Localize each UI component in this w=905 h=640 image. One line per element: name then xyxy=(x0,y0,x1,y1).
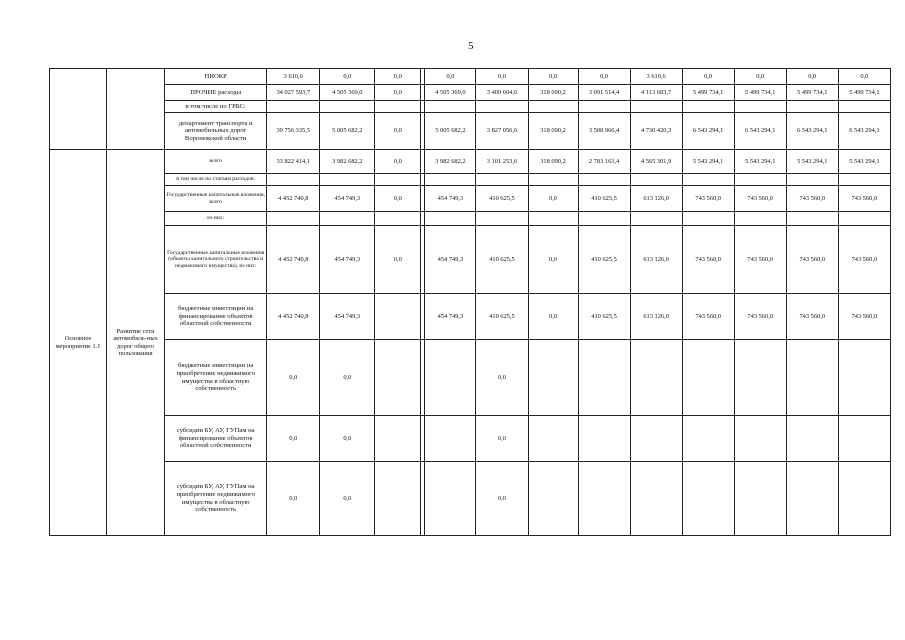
value-cell xyxy=(734,174,786,186)
value-cell: 0,0 xyxy=(267,340,320,416)
value-cell: 410 625,5 xyxy=(476,294,528,340)
value-cell xyxy=(838,101,890,113)
row-label: бюджетные инвестиции на финансирование объектов областной собственности xyxy=(165,294,267,340)
value-cell: 454 749,3 xyxy=(320,186,375,212)
value-cell xyxy=(630,416,682,462)
value-cell: 3 610,6 xyxy=(630,69,682,85)
table-row xyxy=(50,416,891,462)
table-row xyxy=(50,150,891,174)
value-cell: 4 113 683,7 xyxy=(630,85,682,101)
value-cell: 613 126,0 xyxy=(630,186,682,212)
value-cell: 3 827 056,6 xyxy=(476,113,528,150)
value-cell: 743 560,0 xyxy=(838,226,890,294)
value-cell xyxy=(528,340,578,416)
value-cell: 0,0 xyxy=(425,69,476,85)
row-label: департамент транспорта и автомобильных дорог Воронежской области xyxy=(165,113,267,150)
row-label: бюджетные инвестиции на приобретение недвижимого имущества в областную собственность xyxy=(165,340,267,416)
value-cell xyxy=(630,340,682,416)
value-cell xyxy=(375,212,421,226)
value-cell: 3 982 682,2 xyxy=(320,150,375,174)
value-cell: 0,0 xyxy=(375,85,421,101)
value-cell: 3 610,6 xyxy=(267,69,320,85)
value-cell: 454 749,3 xyxy=(425,226,476,294)
value-cell: 743 560,0 xyxy=(682,186,734,212)
value-cell xyxy=(320,174,375,186)
value-cell xyxy=(682,340,734,416)
value-cell xyxy=(630,212,682,226)
value-cell xyxy=(682,462,734,536)
table-row xyxy=(50,174,891,186)
value-cell: 743 560,0 xyxy=(734,186,786,212)
table-row xyxy=(50,85,891,101)
row-label: субсидии БУ, АУ, ГУПам на приобретение недвижимого имущества в областную собственность xyxy=(165,462,267,536)
value-cell: 410 625,5 xyxy=(578,186,630,212)
value-cell xyxy=(267,101,320,113)
value-cell xyxy=(682,101,734,113)
value-cell: 410 625,5 xyxy=(476,226,528,294)
value-cell xyxy=(476,174,528,186)
value-cell xyxy=(267,174,320,186)
table-row xyxy=(50,340,891,416)
value-cell: 6 543 294,1 xyxy=(734,113,786,150)
value-cell: 743 560,0 xyxy=(734,226,786,294)
value-cell xyxy=(528,212,578,226)
value-cell xyxy=(786,212,838,226)
value-cell: 743 560,0 xyxy=(682,226,734,294)
value-cell xyxy=(425,101,476,113)
value-cell: 34 027 593,7 xyxy=(267,85,320,101)
row-label: НИОКР xyxy=(165,69,267,85)
row-label: ПРОЧИЕ расходы xyxy=(165,85,267,101)
value-cell xyxy=(786,462,838,536)
value-cell: 0,0 xyxy=(320,340,375,416)
value-cell xyxy=(528,462,578,536)
table-row xyxy=(50,294,891,340)
value-cell: 318 090,2 xyxy=(528,150,578,174)
value-cell: 410 625,5 xyxy=(476,186,528,212)
value-cell: 4 730 420,3 xyxy=(630,113,682,150)
value-cell xyxy=(528,174,578,186)
value-cell: 318 090,2 xyxy=(528,85,578,101)
value-cell: 0,0 xyxy=(320,69,375,85)
value-cell xyxy=(838,340,890,416)
value-cell: 0,0 xyxy=(682,69,734,85)
value-cell xyxy=(578,340,630,416)
table-row xyxy=(50,101,891,113)
value-cell xyxy=(375,101,421,113)
value-cell xyxy=(734,416,786,462)
value-cell: 0,0 xyxy=(375,150,421,174)
value-cell xyxy=(734,212,786,226)
value-cell xyxy=(320,101,375,113)
value-cell: 5 499 734,1 xyxy=(786,85,838,101)
value-cell: 4 452 740,8 xyxy=(267,294,320,340)
value-cell: 318 090,2 xyxy=(528,113,578,150)
row-group-cell xyxy=(50,150,107,536)
value-cell xyxy=(838,174,890,186)
value-cell: 0,0 xyxy=(375,113,421,150)
value-cell: 0,0 xyxy=(528,226,578,294)
value-cell: 39 756 335,5 xyxy=(267,113,320,150)
value-cell: 33 822 414,1 xyxy=(267,150,320,174)
value-cell xyxy=(682,416,734,462)
value-cell xyxy=(578,101,630,113)
value-cell xyxy=(320,212,375,226)
page-number: 5 xyxy=(468,40,474,52)
row-label: Государственные капитальные вложения (объекты капитального строительства и недвижимого имущества), из них: xyxy=(165,226,267,294)
value-cell xyxy=(630,101,682,113)
value-cell: 454 749,3 xyxy=(320,294,375,340)
value-cell: 3 982 682,2 xyxy=(425,150,476,174)
value-cell xyxy=(734,101,786,113)
value-cell: 0,0 xyxy=(528,186,578,212)
value-cell: 0,0 xyxy=(838,69,890,85)
value-cell xyxy=(734,340,786,416)
value-cell xyxy=(578,174,630,186)
table-row xyxy=(50,69,891,85)
value-cell: 743 560,0 xyxy=(838,186,890,212)
value-cell xyxy=(425,212,476,226)
value-cell: 5 499 734,1 xyxy=(734,85,786,101)
value-cell xyxy=(375,416,421,462)
value-cell xyxy=(630,174,682,186)
value-cell: 3 091 514,4 xyxy=(578,85,630,101)
row-label: субсидии БУ, АУ, ГУПам на финансирование объектов областной собственности xyxy=(165,416,267,462)
value-cell: 5 543 294,1 xyxy=(838,150,890,174)
row-group-cell xyxy=(107,150,165,536)
table-row xyxy=(50,462,891,536)
value-cell: 0,0 xyxy=(734,69,786,85)
row-group-cell xyxy=(50,69,107,150)
value-cell: 743 560,0 xyxy=(682,294,734,340)
table-row xyxy=(50,113,891,150)
value-cell xyxy=(578,212,630,226)
row-label: Государственные капитальные вложения, всего xyxy=(165,186,267,212)
value-cell: 0,0 xyxy=(786,69,838,85)
row-label: в том числе по ГРБС: xyxy=(165,101,267,113)
value-cell: 0,0 xyxy=(375,226,421,294)
value-cell xyxy=(786,101,838,113)
table-row xyxy=(50,226,891,294)
value-cell: 3 508 966,4 xyxy=(578,113,630,150)
value-cell xyxy=(786,174,838,186)
value-cell: 743 560,0 xyxy=(786,186,838,212)
value-cell: 5 543 294,1 xyxy=(682,150,734,174)
activity-name-label: Развитие сети автомобиль-ных дорог общего пользования xyxy=(113,327,158,357)
value-cell xyxy=(425,462,476,536)
value-cell: 613 126,0 xyxy=(630,226,682,294)
value-cell: 0,0 xyxy=(476,340,528,416)
value-cell: 0,0 xyxy=(267,416,320,462)
value-cell: 5 005 682,2 xyxy=(320,113,375,150)
value-cell: 0,0 xyxy=(528,294,578,340)
value-cell: 0,0 xyxy=(320,416,375,462)
value-cell: 4 452 740,8 xyxy=(267,186,320,212)
value-cell xyxy=(375,294,421,340)
value-cell xyxy=(476,212,528,226)
value-cell: 454 749,3 xyxy=(425,294,476,340)
value-cell: 0,0 xyxy=(476,416,528,462)
value-cell: 5 543 294,1 xyxy=(786,150,838,174)
value-cell: 4 505 369,0 xyxy=(425,85,476,101)
value-cell: 3 101 253,6 xyxy=(476,150,528,174)
value-cell xyxy=(375,340,421,416)
value-cell: 3 409 604,6 xyxy=(476,85,528,101)
value-cell: 4 452 740,8 xyxy=(267,226,320,294)
value-cell xyxy=(375,462,421,536)
value-cell: 613 126,0 xyxy=(630,294,682,340)
value-cell: 743 560,0 xyxy=(734,294,786,340)
value-cell: 6 543 294,1 xyxy=(682,113,734,150)
value-cell: 454 749,3 xyxy=(320,226,375,294)
table-row xyxy=(50,212,891,226)
value-cell xyxy=(786,340,838,416)
value-cell xyxy=(734,462,786,536)
value-cell: 0,0 xyxy=(528,69,578,85)
value-cell: 5 499 734,1 xyxy=(682,85,734,101)
value-cell: 0,0 xyxy=(476,462,528,536)
value-cell: 0,0 xyxy=(375,186,421,212)
value-cell: 4 565 301,9 xyxy=(630,150,682,174)
value-cell: 743 560,0 xyxy=(786,294,838,340)
value-cell: 0,0 xyxy=(320,462,375,536)
value-cell: 5 499 734,1 xyxy=(838,85,890,101)
value-cell xyxy=(476,101,528,113)
value-cell xyxy=(528,101,578,113)
value-cell xyxy=(578,462,630,536)
main-activity-label: Основное мероприятие 1.1 xyxy=(55,335,101,350)
value-cell: 743 560,0 xyxy=(838,294,890,340)
value-cell: 0,0 xyxy=(267,462,320,536)
value-cell: 2 783 163,4 xyxy=(578,150,630,174)
value-cell xyxy=(425,174,476,186)
value-cell: 6 543 294,1 xyxy=(786,113,838,150)
value-cell xyxy=(682,212,734,226)
value-cell: 0,0 xyxy=(476,69,528,85)
value-cell xyxy=(375,174,421,186)
value-cell xyxy=(578,416,630,462)
value-cell xyxy=(425,340,476,416)
value-cell: 0,0 xyxy=(375,69,421,85)
row-label: из них: xyxy=(165,212,267,226)
table-row xyxy=(50,186,891,212)
value-cell: 4 505 369,0 xyxy=(320,85,375,101)
value-cell xyxy=(786,416,838,462)
value-cell xyxy=(838,212,890,226)
value-cell: 454 749,3 xyxy=(425,186,476,212)
value-cell xyxy=(267,212,320,226)
row-label: в том числе по статьям расходов: xyxy=(165,174,267,186)
value-cell xyxy=(838,416,890,462)
value-cell: 6 543 294,1 xyxy=(838,113,890,150)
value-cell: 5 005 682,2 xyxy=(425,113,476,150)
budget-table xyxy=(49,68,891,536)
value-cell xyxy=(682,174,734,186)
value-cell: 5 543 294,1 xyxy=(734,150,786,174)
value-cell: 743 560,0 xyxy=(786,226,838,294)
value-cell xyxy=(838,462,890,536)
value-cell: 410 625,5 xyxy=(578,226,630,294)
value-cell: 0,0 xyxy=(578,69,630,85)
value-cell xyxy=(528,416,578,462)
value-cell: 410 625,5 xyxy=(578,294,630,340)
row-group-cell xyxy=(107,69,165,150)
row-label: всего xyxy=(165,150,267,174)
value-cell xyxy=(425,416,476,462)
value-cell xyxy=(630,462,682,536)
